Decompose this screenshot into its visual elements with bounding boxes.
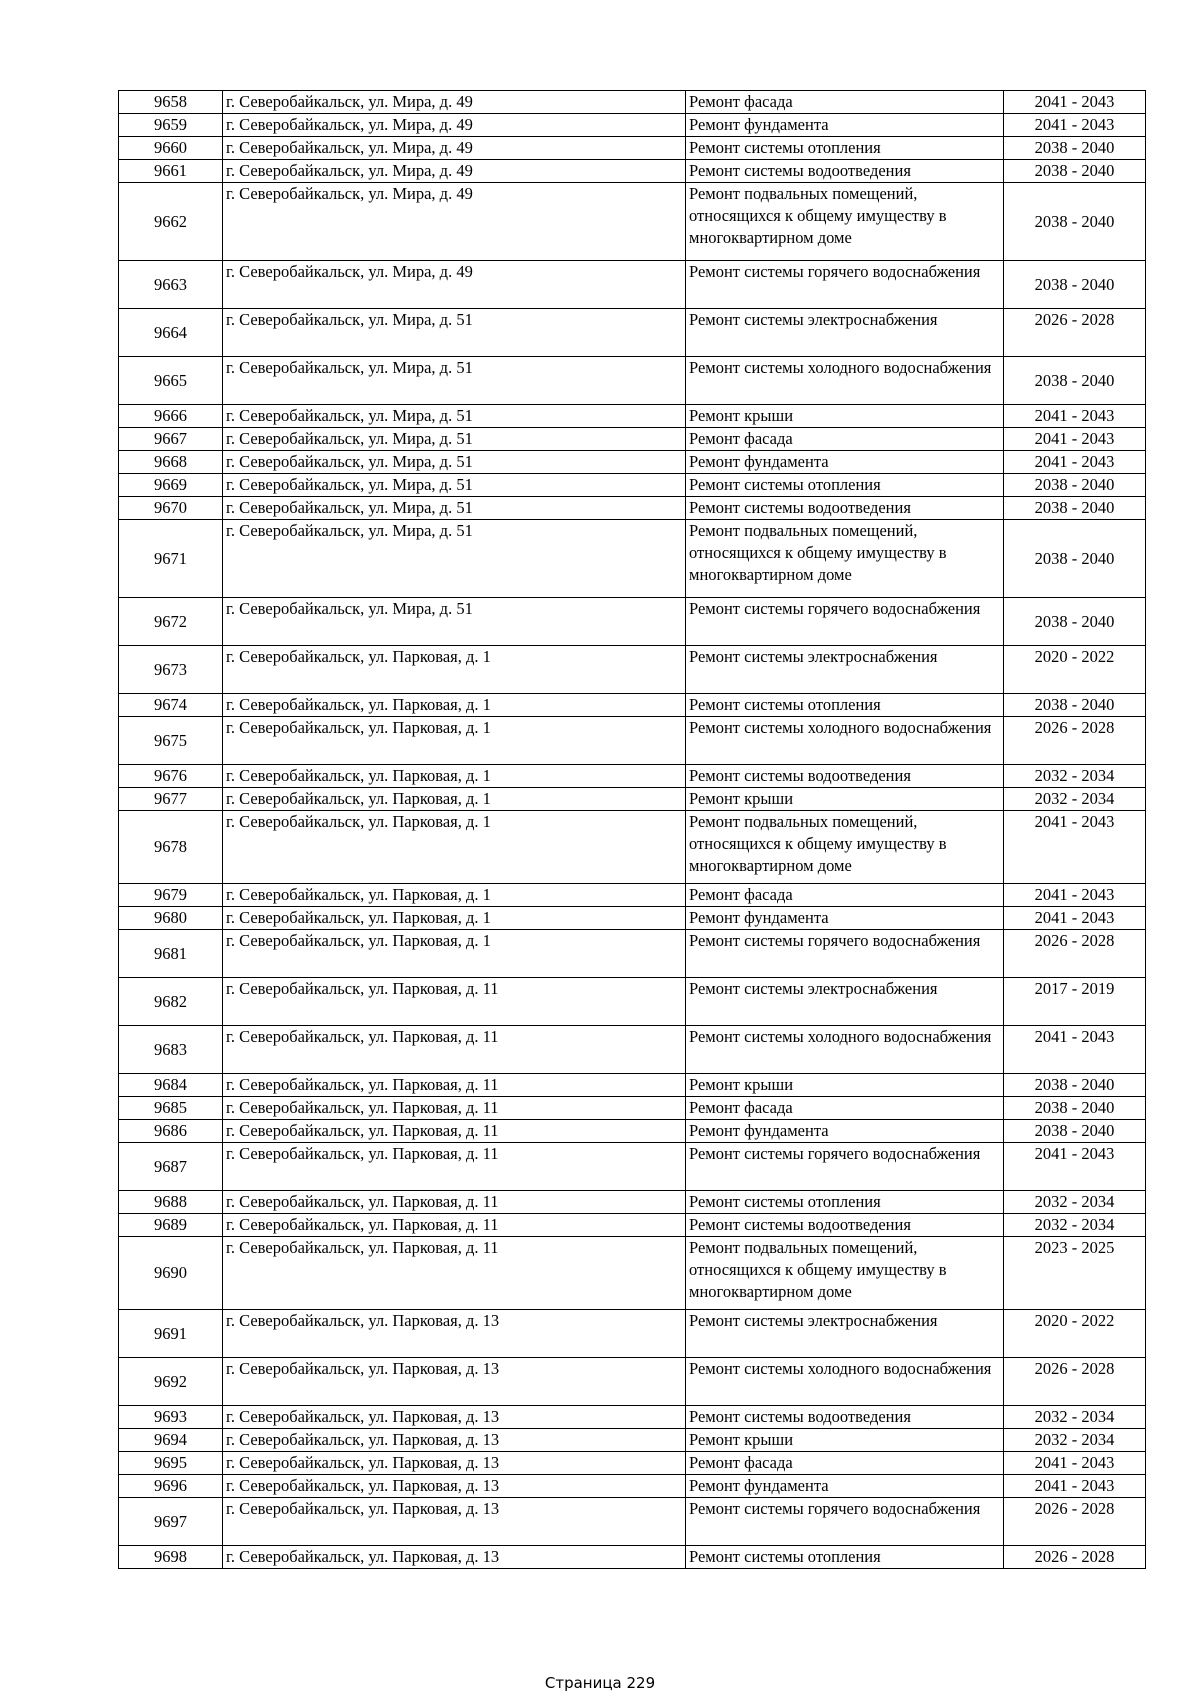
row-number: 9678 bbox=[119, 811, 223, 884]
table-row bbox=[119, 788, 1146, 811]
row-number: 9694 bbox=[119, 1429, 223, 1452]
row-work-type: Ремонт фасада bbox=[686, 1097, 1004, 1120]
row-address: г. Северобайкальск, ул. Парковая, д. 13 bbox=[223, 1475, 686, 1498]
row-work-type: Ремонт подвальных помещений, относящихся к общему имуществу в многоквартирном доме bbox=[686, 183, 1004, 261]
row-work-type: Ремонт системы отопления bbox=[686, 694, 1004, 717]
row-number: 9669 bbox=[119, 474, 223, 497]
page-number: Страница 229 bbox=[544, 1674, 656, 1692]
table-row bbox=[119, 114, 1146, 137]
row-number: 9672 bbox=[119, 598, 223, 646]
row-period: 2041 - 2043 bbox=[1004, 451, 1146, 474]
row-period: 2032 - 2034 bbox=[1004, 1214, 1146, 1237]
row-address: г. Северобайкальск, ул. Парковая, д. 11 bbox=[223, 1074, 686, 1097]
row-number: 9663 bbox=[119, 261, 223, 309]
row-number: 9665 bbox=[119, 357, 223, 405]
row-period: 2038 - 2040 bbox=[1004, 1097, 1146, 1120]
row-address: г. Северобайкальск, ул. Парковая, д. 13 bbox=[223, 1452, 686, 1475]
row-work-type: Ремонт системы горячего водоснабжения bbox=[686, 598, 1004, 646]
table-row bbox=[119, 1191, 1146, 1214]
row-address: г. Северобайкальск, ул. Парковая, д. 13 bbox=[223, 1358, 686, 1406]
row-work-type: Ремонт фасада bbox=[686, 884, 1004, 907]
table-row bbox=[119, 357, 1146, 405]
row-period: 2041 - 2043 bbox=[1004, 884, 1146, 907]
row-number: 9673 bbox=[119, 646, 223, 694]
table-row bbox=[119, 978, 1146, 1026]
row-address: г. Северобайкальск, ул. Парковая, д. 1 bbox=[223, 907, 686, 930]
table-row bbox=[119, 451, 1146, 474]
row-period: 2041 - 2043 bbox=[1004, 1026, 1146, 1074]
row-number: 9696 bbox=[119, 1475, 223, 1498]
table-row bbox=[119, 405, 1146, 428]
row-work-type: Ремонт системы горячего водоснабжения bbox=[686, 1143, 1004, 1191]
row-work-type: Ремонт системы горячего водоснабжения bbox=[686, 1498, 1004, 1546]
row-period: 2038 - 2040 bbox=[1004, 137, 1146, 160]
row-period: 2041 - 2043 bbox=[1004, 114, 1146, 137]
table-row bbox=[119, 1026, 1146, 1074]
table-row bbox=[119, 1429, 1146, 1452]
table-row bbox=[119, 1406, 1146, 1429]
row-work-type: Ремонт системы отопления bbox=[686, 1546, 1004, 1569]
row-work-type: Ремонт системы электроснабжения bbox=[686, 1310, 1004, 1358]
table-row bbox=[119, 1237, 1146, 1310]
row-address: г. Северобайкальск, ул. Парковая, д. 1 bbox=[223, 788, 686, 811]
row-period: 2038 - 2040 bbox=[1004, 1074, 1146, 1097]
row-period: 2020 - 2022 bbox=[1004, 646, 1146, 694]
table-row bbox=[119, 811, 1146, 884]
row-address: г. Северобайкальск, ул. Мира, д. 49 bbox=[223, 114, 686, 137]
row-address: г. Северобайкальск, ул. Мира, д. 49 bbox=[223, 137, 686, 160]
table-row bbox=[119, 428, 1146, 451]
table-row bbox=[119, 137, 1146, 160]
row-work-type: Ремонт системы электроснабжения bbox=[686, 309, 1004, 357]
row-period: 2032 - 2034 bbox=[1004, 1429, 1146, 1452]
row-number: 9687 bbox=[119, 1143, 223, 1191]
row-work-type: Ремонт системы электроснабжения bbox=[686, 978, 1004, 1026]
table-row bbox=[119, 765, 1146, 788]
row-work-type: Ремонт фасада bbox=[686, 428, 1004, 451]
row-number: 9670 bbox=[119, 497, 223, 520]
row-address: г. Северобайкальск, ул. Парковая, д. 13 bbox=[223, 1546, 686, 1569]
row-period: 2038 - 2040 bbox=[1004, 261, 1146, 309]
row-period: 2038 - 2040 bbox=[1004, 694, 1146, 717]
table-row bbox=[119, 183, 1146, 261]
row-address: г. Северобайкальск, ул. Мира, д. 51 bbox=[223, 474, 686, 497]
row-work-type: Ремонт системы горячего водоснабжения bbox=[686, 261, 1004, 309]
row-address: г. Северобайкальск, ул. Мира, д. 49 bbox=[223, 261, 686, 309]
row-period: 2026 - 2028 bbox=[1004, 1358, 1146, 1406]
table-row bbox=[119, 717, 1146, 765]
row-number: 9692 bbox=[119, 1358, 223, 1406]
row-period: 2017 - 2019 bbox=[1004, 978, 1146, 1026]
table-row bbox=[119, 694, 1146, 717]
row-number: 9668 bbox=[119, 451, 223, 474]
table-row bbox=[119, 1143, 1146, 1191]
row-number: 9684 bbox=[119, 1074, 223, 1097]
row-period: 2023 - 2025 bbox=[1004, 1237, 1146, 1310]
table-row bbox=[119, 497, 1146, 520]
table-row bbox=[119, 1214, 1146, 1237]
row-address: г. Северобайкальск, ул. Мира, д. 49 bbox=[223, 91, 686, 114]
row-number: 9688 bbox=[119, 1191, 223, 1214]
row-period: 2041 - 2043 bbox=[1004, 405, 1146, 428]
row-number: 9666 bbox=[119, 405, 223, 428]
row-work-type: Ремонт системы отопления bbox=[686, 1191, 1004, 1214]
row-work-type: Ремонт крыши bbox=[686, 405, 1004, 428]
row-period: 2038 - 2040 bbox=[1004, 520, 1146, 598]
row-work-type: Ремонт системы отопления bbox=[686, 474, 1004, 497]
row-work-type: Ремонт системы водоотведения bbox=[686, 1214, 1004, 1237]
row-period: 2026 - 2028 bbox=[1004, 1498, 1146, 1546]
row-period: 2041 - 2043 bbox=[1004, 811, 1146, 884]
row-period: 2026 - 2028 bbox=[1004, 930, 1146, 978]
row-work-type: Ремонт крыши bbox=[686, 1429, 1004, 1452]
row-period: 2041 - 2043 bbox=[1004, 1143, 1146, 1191]
table-row bbox=[119, 1498, 1146, 1546]
row-work-type: Ремонт фасада bbox=[686, 1452, 1004, 1475]
row-address: г. Северобайкальск, ул. Парковая, д. 11 bbox=[223, 1026, 686, 1074]
row-work-type: Ремонт фундамента bbox=[686, 1120, 1004, 1143]
row-period: 2026 - 2028 bbox=[1004, 309, 1146, 357]
row-period: 2041 - 2043 bbox=[1004, 1475, 1146, 1498]
row-period: 2041 - 2043 bbox=[1004, 907, 1146, 930]
table-row bbox=[119, 474, 1146, 497]
row-work-type: Ремонт системы горячего водоснабжения bbox=[686, 930, 1004, 978]
row-address: г. Северобайкальск, ул. Парковая, д. 11 bbox=[223, 1097, 686, 1120]
row-work-type: Ремонт системы водоотведения bbox=[686, 160, 1004, 183]
row-number: 9681 bbox=[119, 930, 223, 978]
row-work-type: Ремонт системы холодного водоснабжения bbox=[686, 1358, 1004, 1406]
row-number: 9675 bbox=[119, 717, 223, 765]
row-period: 2032 - 2034 bbox=[1004, 1191, 1146, 1214]
row-number: 9658 bbox=[119, 91, 223, 114]
row-address: г. Северобайкальск, ул. Мира, д. 51 bbox=[223, 598, 686, 646]
table-row bbox=[119, 309, 1146, 357]
row-work-type: Ремонт системы водоотведения bbox=[686, 765, 1004, 788]
row-address: г. Северобайкальск, ул. Парковая, д. 11 bbox=[223, 1191, 686, 1214]
table-row bbox=[119, 1358, 1146, 1406]
table-row bbox=[119, 907, 1146, 930]
row-number: 9664 bbox=[119, 309, 223, 357]
row-work-type: Ремонт фундамента bbox=[686, 907, 1004, 930]
row-number: 9695 bbox=[119, 1452, 223, 1475]
table-body bbox=[119, 91, 1146, 1569]
table-row bbox=[119, 1475, 1146, 1498]
row-period: 2041 - 2043 bbox=[1004, 1452, 1146, 1475]
row-work-type: Ремонт фасада bbox=[686, 91, 1004, 114]
row-period: 2038 - 2040 bbox=[1004, 497, 1146, 520]
table-row bbox=[119, 1074, 1146, 1097]
row-work-type: Ремонт системы холодного водоснабжения bbox=[686, 357, 1004, 405]
row-work-type: Ремонт крыши bbox=[686, 788, 1004, 811]
repair-schedule-table bbox=[118, 90, 1146, 1569]
row-number: 9680 bbox=[119, 907, 223, 930]
table-row bbox=[119, 520, 1146, 598]
row-address: г. Северобайкальск, ул. Мира, д. 51 bbox=[223, 357, 686, 405]
row-number: 9690 bbox=[119, 1237, 223, 1310]
row-period: 2038 - 2040 bbox=[1004, 183, 1146, 261]
row-period: 2041 - 2043 bbox=[1004, 428, 1146, 451]
table-row bbox=[119, 1097, 1146, 1120]
row-number: 9679 bbox=[119, 884, 223, 907]
row-period: 2038 - 2040 bbox=[1004, 598, 1146, 646]
table-row bbox=[119, 598, 1146, 646]
row-address: г. Северобайкальск, ул. Парковая, д. 11 bbox=[223, 1143, 686, 1191]
row-number: 9676 bbox=[119, 765, 223, 788]
row-work-type: Ремонт системы водоотведения bbox=[686, 1406, 1004, 1429]
row-number: 9689 bbox=[119, 1214, 223, 1237]
row-work-type: Ремонт системы водоотведения bbox=[686, 497, 1004, 520]
table-row bbox=[119, 884, 1146, 907]
row-address: г. Северобайкальск, ул. Мира, д. 51 bbox=[223, 520, 686, 598]
row-address: г. Северобайкальск, ул. Парковая, д. 13 bbox=[223, 1310, 686, 1358]
row-work-type: Ремонт системы холодного водоснабжения bbox=[686, 717, 1004, 765]
row-number: 9661 bbox=[119, 160, 223, 183]
row-period: 2032 - 2034 bbox=[1004, 765, 1146, 788]
row-work-type: Ремонт системы отопления bbox=[686, 137, 1004, 160]
row-work-type: Ремонт системы холодного водоснабжения bbox=[686, 1026, 1004, 1074]
row-period: 2026 - 2028 bbox=[1004, 717, 1146, 765]
row-work-type: Ремонт системы электроснабжения bbox=[686, 646, 1004, 694]
row-address: г. Северобайкальск, ул. Мира, д. 51 bbox=[223, 497, 686, 520]
row-period: 2020 - 2022 bbox=[1004, 1310, 1146, 1358]
row-address: г. Северобайкальск, ул. Мира, д. 51 bbox=[223, 309, 686, 357]
row-address: г. Северобайкальск, ул. Парковая, д. 1 bbox=[223, 765, 686, 788]
row-number: 9667 bbox=[119, 428, 223, 451]
row-address: г. Северобайкальск, ул. Парковая, д. 13 bbox=[223, 1406, 686, 1429]
row-number: 9674 bbox=[119, 694, 223, 717]
row-address: г. Северобайкальск, ул. Парковая, д. 11 bbox=[223, 1214, 686, 1237]
row-address: г. Северобайкальск, ул. Парковая, д. 1 bbox=[223, 930, 686, 978]
row-work-type: Ремонт фундамента bbox=[686, 114, 1004, 137]
row-period: 2038 - 2040 bbox=[1004, 1120, 1146, 1143]
row-number: 9660 bbox=[119, 137, 223, 160]
row-period: 2032 - 2034 bbox=[1004, 788, 1146, 811]
row-address: г. Северобайкальск, ул. Мира, д. 49 bbox=[223, 160, 686, 183]
row-number: 9682 bbox=[119, 978, 223, 1026]
row-period: 2026 - 2028 bbox=[1004, 1546, 1146, 1569]
row-address: г. Северобайкальск, ул. Мира, д. 49 bbox=[223, 183, 686, 261]
table-row bbox=[119, 1120, 1146, 1143]
row-period: 2038 - 2040 bbox=[1004, 160, 1146, 183]
row-period: 2038 - 2040 bbox=[1004, 357, 1146, 405]
table-row bbox=[119, 1310, 1146, 1358]
row-address: г. Северобайкальск, ул. Парковая, д. 1 bbox=[223, 811, 686, 884]
table-row bbox=[119, 1546, 1146, 1569]
row-address: г. Северобайкальск, ул. Мира, д. 51 bbox=[223, 428, 686, 451]
table-row bbox=[119, 160, 1146, 183]
row-address: г. Северобайкальск, ул. Мира, д. 51 bbox=[223, 405, 686, 428]
row-work-type: Ремонт крыши bbox=[686, 1074, 1004, 1097]
row-address: г. Северобайкальск, ул. Парковая, д. 1 bbox=[223, 694, 686, 717]
row-number: 9677 bbox=[119, 788, 223, 811]
row-number: 9691 bbox=[119, 1310, 223, 1358]
row-address: г. Северобайкальск, ул. Парковая, д. 1 bbox=[223, 884, 686, 907]
row-number: 9662 bbox=[119, 183, 223, 261]
row-number: 9693 bbox=[119, 1406, 223, 1429]
row-number: 9671 bbox=[119, 520, 223, 598]
table-row bbox=[119, 261, 1146, 309]
row-address: г. Северобайкальск, ул. Парковая, д. 1 bbox=[223, 646, 686, 694]
row-period: 2032 - 2034 bbox=[1004, 1406, 1146, 1429]
table-row bbox=[119, 930, 1146, 978]
table-row bbox=[119, 646, 1146, 694]
row-period: 2041 - 2043 bbox=[1004, 91, 1146, 114]
table-row bbox=[119, 1452, 1146, 1475]
row-address: г. Северобайкальск, ул. Парковая, д. 11 bbox=[223, 1120, 686, 1143]
row-number: 9685 bbox=[119, 1097, 223, 1120]
row-number: 9659 bbox=[119, 114, 223, 137]
row-work-type: Ремонт подвальных помещений, относящихся к общему имуществу в многоквартирном доме bbox=[686, 1237, 1004, 1310]
row-work-type: Ремонт подвальных помещений, относящихся к общему имуществу в многоквартирном доме bbox=[686, 520, 1004, 598]
row-work-type: Ремонт фундамента bbox=[686, 1475, 1004, 1498]
row-number: 9683 bbox=[119, 1026, 223, 1074]
row-address: г. Северобайкальск, ул. Парковая, д. 1 bbox=[223, 717, 686, 765]
row-work-type: Ремонт фундамента bbox=[686, 451, 1004, 474]
row-period: 2038 - 2040 bbox=[1004, 474, 1146, 497]
row-number: 9698 bbox=[119, 1546, 223, 1569]
row-address: г. Северобайкальск, ул. Парковая, д. 13 bbox=[223, 1498, 686, 1546]
row-address: г. Северобайкальск, ул. Мира, д. 51 bbox=[223, 451, 686, 474]
row-address: г. Северобайкальск, ул. Парковая, д. 11 bbox=[223, 978, 686, 1026]
row-address: г. Северобайкальск, ул. Парковая, д. 13 bbox=[223, 1429, 686, 1452]
row-work-type: Ремонт подвальных помещений, относящихся к общему имуществу в многоквартирном доме bbox=[686, 811, 1004, 884]
row-number: 9686 bbox=[119, 1120, 223, 1143]
row-number: 9697 bbox=[119, 1498, 223, 1546]
table-row bbox=[119, 91, 1146, 114]
row-address: г. Северобайкальск, ул. Парковая, д. 11 bbox=[223, 1237, 686, 1310]
